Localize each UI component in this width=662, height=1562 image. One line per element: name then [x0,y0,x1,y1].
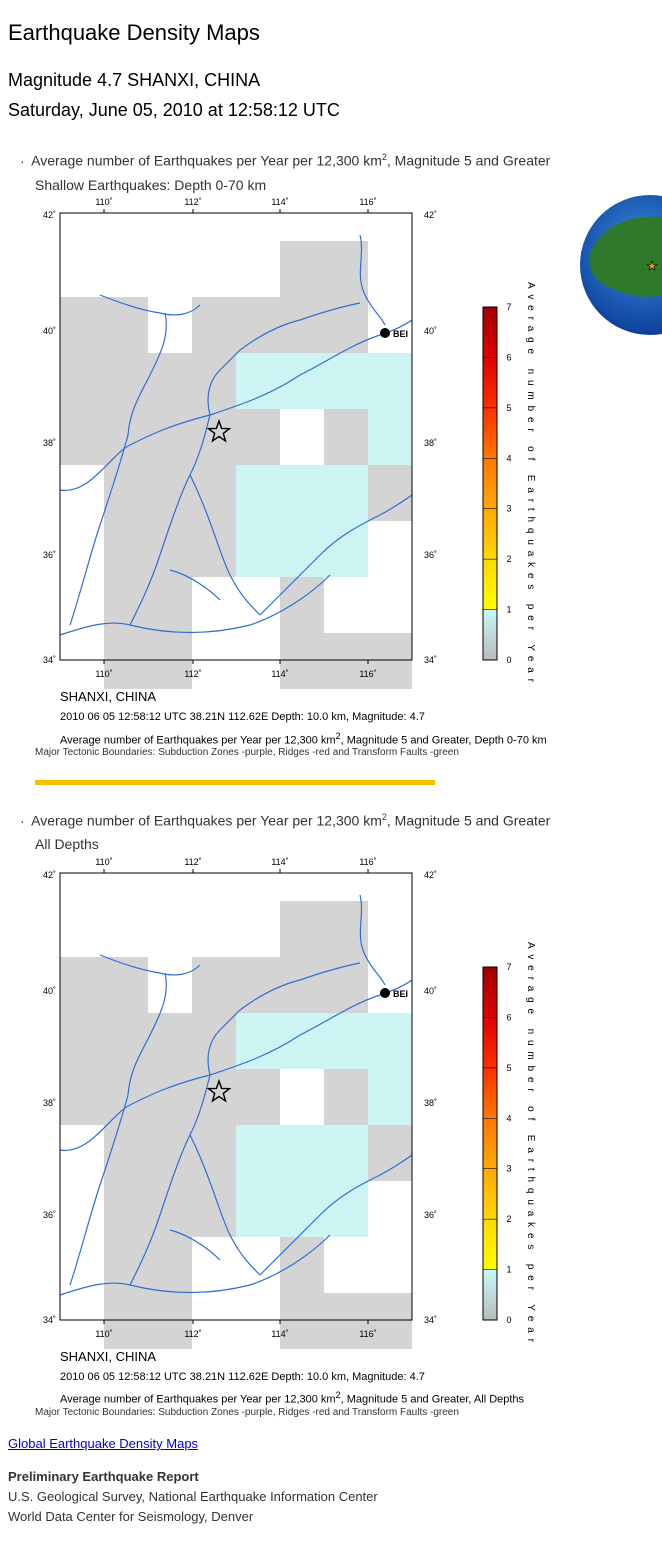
density-cell [148,1293,192,1349]
lat-tick-label: 36˚ [42,1210,56,1220]
density-cell [148,1125,192,1181]
density-cell [104,1293,148,1349]
colorbar-segment [483,1118,497,1168]
section2-map-figure [0,855,662,1360]
section2-caption-avg-suffix: , Magnitude 5 and Greater, All Depths [340,1393,525,1406]
density-cell [60,1013,104,1069]
colorbar-tick-label: 0 [506,1315,512,1325]
density-cell [368,1013,412,1069]
lat-tick-label: 38˚ [42,438,56,448]
density-cell [324,1013,368,1069]
density-cell [368,409,412,465]
lat-tick-label: 38˚ [424,438,438,448]
colorbar-segment [483,509,497,559]
lat-tick-label: 38˚ [42,1098,56,1108]
density-cell [324,1125,368,1181]
section1-map-figure [0,195,662,700]
lon-tick-label: 114˚ [271,669,289,679]
density-cell [104,1013,148,1069]
section2-caption-avg-text: Average number of Earthquakes per Year per 12,300 km [60,1393,336,1406]
lat-tick-label: 42˚ [42,870,56,880]
global-density-maps-link[interactable]: Global Earthquake Density Maps [8,1436,199,1451]
density-cell [324,465,368,521]
colorbar-tick-label: 0 [506,655,512,665]
lat-tick-label: 38˚ [424,1098,438,1108]
density-cell [324,1069,368,1125]
colorbar-tick-label: 3 [506,503,512,514]
section-divider [35,780,435,785]
colorbar-axis-label: Average number of Earthquakes per Year [525,942,536,1342]
report-data-center: World Data Center for Seismology, Denver [8,1509,254,1524]
density-cell [324,1181,368,1237]
density-cell [148,633,192,689]
density-cell [236,957,280,1013]
density-cell [104,1181,148,1237]
density-cell [280,297,324,353]
colorbar-segment [483,408,497,458]
city-label: BEI [393,329,409,339]
section1-caption-tectonic: Major Tectonic Boundaries: Subduction Zones -purple, Ridges -red and Transform Faults -green [35,747,459,758]
lon-tick-label: 116˚ [359,1329,377,1339]
page-title: Earthquake Density Maps [8,20,260,45]
colorbar-tick-label: 4 [506,1113,512,1124]
density-cell [280,1293,324,1349]
density-cell [280,353,324,409]
lon-tick-label: 116˚ [359,197,377,207]
density-cell [148,1013,192,1069]
density-cell [368,1293,412,1349]
density-cell [324,353,368,409]
colorbar-tick-label: 2 [506,1214,512,1225]
lat-tick-label: 34˚ [424,1315,438,1325]
density-cell [104,633,148,689]
density-cell [280,241,324,297]
lon-tick-label: 110˚ [95,1329,113,1339]
density-cell [104,409,148,465]
colorbar-segment [483,1270,497,1320]
density-cell [60,353,104,409]
section2-bullet-text: Average number of Earthquakes per Year per 12,300 km [31,812,382,829]
section1-bullet [20,152,550,169]
density-map [0,855,662,1355]
lon-tick-label: 114˚ [271,197,289,207]
density-cell [148,353,192,409]
lon-tick-label: 112˚ [184,197,202,207]
density-cell [280,957,324,1013]
colorbar-segment [483,1169,497,1219]
density-cell [280,1181,324,1237]
colorbar-tick-label: 2 [506,554,512,565]
density-cell [236,353,280,409]
density-cell [236,1181,280,1237]
density-cell [236,1069,280,1125]
colorbar-tick-label: 5 [506,402,512,413]
density-cell [236,465,280,521]
density-cell [148,409,192,465]
lat-tick-label: 36˚ [424,550,438,560]
city-marker-icon [380,328,390,338]
lon-tick-label: 112˚ [184,857,202,867]
report-agency: U.S. Geological Survey, National Earthquake Information Center [8,1489,378,1504]
colorbar-tick-label: 4 [506,453,512,464]
event-datetime: Saturday, June 05, 2010 at 12:58:12 UTC [8,100,340,120]
lat-tick-label: 40˚ [424,326,438,336]
density-cell [192,297,236,353]
density-cell [324,521,368,577]
density-cell [192,1181,236,1237]
city-label: BEI [393,989,409,999]
density-cell [368,1069,412,1125]
density-cell [60,957,104,1013]
density-cell [148,1069,192,1125]
density-cell [368,1125,412,1181]
density-cell [104,957,148,1013]
lat-tick-label: 36˚ [42,550,56,560]
lon-tick-label: 112˚ [184,669,202,679]
lon-tick-label: 116˚ [359,669,377,679]
colorbar-segment [483,1017,497,1067]
density-cell [368,465,412,521]
colorbar-segment [483,1068,497,1118]
colorbar-segment [483,967,497,1017]
section2-subtitle: All Depths [35,836,99,852]
density-cell [280,1013,324,1069]
density-cell [148,1237,192,1293]
density-cell [280,633,324,689]
colorbar-segment [483,559,497,609]
bullet-icon: · [20,812,25,829]
colorbar-segment [483,307,497,357]
section2-caption-event: 2010 06 05 12:58:12 UTC 38.21N 112.62E Depth: 10.0 km, Magnitude: 4.7 [60,1371,425,1383]
density-cell [104,297,148,353]
density-cell [192,521,236,577]
density-cell [236,1125,280,1181]
colorbar-axis-label: Average number of Earthquakes per Year [525,282,536,682]
section1-caption-event: 2010 06 05 12:58:12 UTC 38.21N 112.62E Depth: 10.0 km, Magnitude: 4.7 [60,711,425,723]
lat-tick-label: 42˚ [42,210,56,220]
lon-tick-label: 110˚ [95,197,113,207]
colorbar-tick-label: 7 [506,962,512,972]
city-marker-icon [380,988,390,998]
colorbar-tick-label: 1 [506,1264,512,1275]
event-title: Magnitude 4.7 SHANXI, CHINA [8,70,261,90]
section1-bullet-text: Average number of Earthquakes per Year per 12,300 km [31,152,382,169]
density-cell [60,409,104,465]
section1-bullet-sup: 2 [381,152,387,162]
density-cell [148,577,192,633]
lon-tick-label: 114˚ [271,857,289,867]
section1-caption-avg-text: Average number of Earthquakes per Year per 12,300 km [60,734,336,747]
lon-tick-label: 112˚ [184,1329,202,1339]
colorbar-segment [483,1219,497,1269]
density-cell [324,1293,368,1349]
bullet-icon: · [20,152,25,169]
density-map [0,195,662,695]
density-cell [280,521,324,577]
density-cell [280,901,324,957]
density-cell [324,957,368,1013]
section2-caption-tectonic: Major Tectonic Boundaries: Subduction Zones -purple, Ridges -red and Transform Faults -green [35,1407,459,1418]
lat-tick-label: 40˚ [42,986,56,996]
density-cell [324,409,368,465]
colorbar-segment [483,610,497,660]
colorbar-tick-label: 6 [506,1012,512,1023]
lat-tick-label: 42˚ [424,870,438,880]
density-cell [280,465,324,521]
density-cell [60,297,104,353]
lat-tick-label: 36˚ [424,1210,438,1220]
density-cell [148,465,192,521]
density-cell [236,1013,280,1069]
lat-tick-label: 34˚ [42,655,56,665]
colorbar-tick-label: 7 [506,302,512,312]
section2-caption-avg-sup: 2 [335,1390,341,1400]
density-cell [280,1237,324,1293]
section2-bullet-sup: 2 [381,812,387,822]
colorbar-tick-label: 6 [506,352,512,363]
lon-tick-label: 110˚ [95,857,113,867]
density-cell [280,1125,324,1181]
section1-bullet-suffix: , Magnitude 5 and Greater [386,152,551,169]
density-cell [236,409,280,465]
density-cell [324,297,368,353]
section1-caption-location: SHANXI, CHINA [60,689,157,704]
section2-caption-avg [60,1390,524,1406]
density-cell [368,633,412,689]
lat-tick-label: 40˚ [42,326,56,336]
colorbar-tick-label: 1 [506,604,512,615]
colorbar-segment [483,357,497,407]
density-cell [192,957,236,1013]
section2-bullet-suffix: , Magnitude 5 and Greater [386,812,551,829]
density-cell [104,521,148,577]
section2-caption-location: SHANXI, CHINA [60,1349,157,1364]
colorbar-tick-label: 5 [506,1062,512,1073]
section1-caption-avg-sup: 2 [335,731,341,741]
density-cell [280,577,324,633]
density-cell [236,297,280,353]
section1-caption-avg-suffix: , Magnitude 5 and Greater, Depth 0-70 km [340,734,547,747]
lat-tick-label: 34˚ [42,1315,56,1325]
lon-tick-label: 114˚ [271,1329,289,1339]
density-cell [324,633,368,689]
section2-bullet [20,812,550,829]
report-title: Preliminary Earthquake Report [8,1469,199,1484]
lat-tick-label: 34˚ [424,655,438,665]
lat-tick-label: 42˚ [424,210,438,220]
density-cell [104,353,148,409]
density-cell [368,353,412,409]
section1-caption-avg [60,731,547,747]
lat-tick-label: 40˚ [424,986,438,996]
density-cell [60,1069,104,1125]
density-cell [236,521,280,577]
colorbar-segment [483,458,497,508]
lon-tick-label: 110˚ [95,669,113,679]
lon-tick-label: 116˚ [359,857,377,867]
section1-subtitle: Shallow Earthquakes: Depth 0-70 km [35,177,267,193]
density-cell [104,1069,148,1125]
colorbar-tick-label: 3 [506,1163,512,1174]
